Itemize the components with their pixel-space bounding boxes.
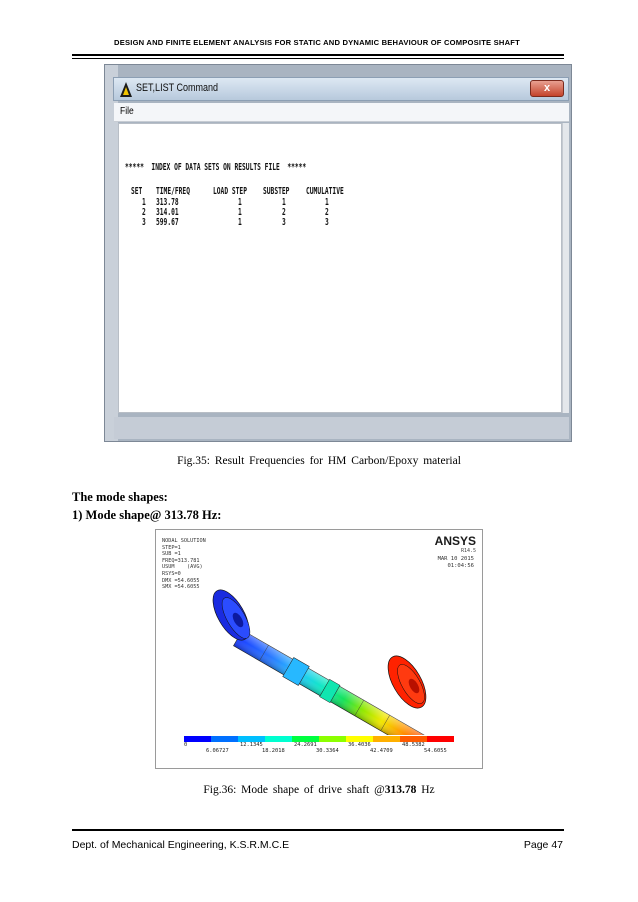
info-line: FREQ=313.781 [162, 557, 200, 564]
row-3-load-step: 1 [238, 217, 242, 228]
fig36-caption-freq: 313.78 [384, 784, 417, 796]
legend-label: 12.1345 [240, 742, 263, 748]
ansys-app-icon [120, 82, 132, 97]
index-heading: ***** INDEX OF DATA SETS ON RESULTS FILE ***** [125, 162, 307, 173]
col-header-cumulative: CUMULATIVE [306, 186, 344, 197]
legend-label: 6.06727 [206, 748, 229, 754]
right-flange [380, 650, 433, 714]
row-2-cumulative: 2 [325, 207, 329, 218]
window-titlebar[interactable] [113, 77, 569, 101]
ansys-date: MAR 10 2015 [437, 556, 474, 562]
legend-label: 18.2018 [262, 748, 285, 754]
row-2-freq: 314.01 [156, 207, 179, 218]
legend-label: 42.4709 [370, 748, 393, 754]
mode-title: 1) Mode shape@ 313.78 Hz: [72, 508, 222, 522]
row-1-load-step: 1 [238, 197, 242, 208]
row-2-substep: 2 [282, 207, 286, 218]
shaft-contour-plot [156, 530, 484, 735]
info-line: DMX =54.6055 [162, 577, 200, 584]
ansys-logo: ANSYS [434, 534, 476, 548]
legend-label: 30.3364 [316, 748, 339, 754]
row-3-set: 3 [142, 217, 146, 228]
results-text-area [118, 123, 562, 413]
legend-labels-bottom [156, 748, 484, 756]
legend-label: 54.6055 [424, 748, 447, 754]
info-line: NODAL SOLUTION [162, 538, 206, 544]
row-2-set: 2 [142, 207, 146, 218]
legend-label: 36.4036 [348, 742, 371, 748]
close-button[interactable]: x [530, 80, 564, 97]
header-rule-thick [72, 54, 564, 56]
col-header-load-step: LOAD STEP [213, 186, 247, 197]
fig36-caption-text: Fig.36: Mode shape of drive shaft @ [203, 784, 385, 796]
footer-department: Dept. of Mechanical Engineering, K.S.R.M.C.E [72, 839, 290, 851]
footer-page-number: Page 47 [523, 839, 563, 851]
ansys-mode-shape-figure [155, 529, 483, 769]
section-title: The mode shapes: [72, 490, 168, 504]
fig35-caption: Fig.35: Result Frequencies for HM Carbon/Epoxy material [177, 455, 461, 467]
row-1-cumulative: 1 [325, 197, 329, 208]
menu-item-file[interactable]: File [120, 106, 134, 117]
legend-label: 24.2691 [294, 742, 317, 748]
row-2-load-step: 1 [238, 207, 242, 218]
legend-label: 0 [184, 742, 188, 748]
info-line: SUB =1 [162, 551, 181, 558]
info-line: STEP=1 [162, 544, 181, 551]
setlist-window-screenshot [104, 64, 572, 442]
col-header-set: SET [131, 186, 143, 197]
row-3-freq: 599.67 [156, 217, 179, 228]
ansys-version: R14.5 [460, 548, 476, 554]
header-rule-thin [72, 58, 564, 59]
left-flange [206, 584, 257, 645]
ansys-time: 01:04:56 [447, 563, 474, 569]
col-header-freq: TIME/FREQ [156, 186, 190, 197]
col-header-substep: SUBSTEP [263, 186, 290, 197]
info-line: RSYS=0 [162, 570, 181, 577]
fig36-caption [0, 784, 638, 796]
row-1-freq: 313.78 [156, 197, 179, 208]
legend-label: 48.5382 [402, 742, 425, 748]
page-header: DESIGN AND FINITE ELEMENT ANALYSIS FOR STATIC AND DYNAMIC BEHAVIOUR OF COMPOSITE SHAFT [114, 38, 520, 47]
info-line: USUM (AVG) [162, 564, 203, 571]
window-title: SET,LIST Command [136, 82, 219, 94]
vertical-scrollbar[interactable] [562, 123, 569, 413]
window-bottom-area [114, 417, 569, 439]
info-line: SMX =54.6055 [162, 584, 200, 591]
fig36-caption-unit: Hz [416, 784, 435, 796]
row-3-cumulative: 3 [325, 217, 329, 228]
menu-bar [114, 103, 569, 122]
footer-rule [72, 829, 564, 831]
row-3-substep: 3 [282, 217, 286, 228]
row-1-substep: 1 [282, 197, 286, 208]
row-1-set: 1 [142, 197, 146, 208]
